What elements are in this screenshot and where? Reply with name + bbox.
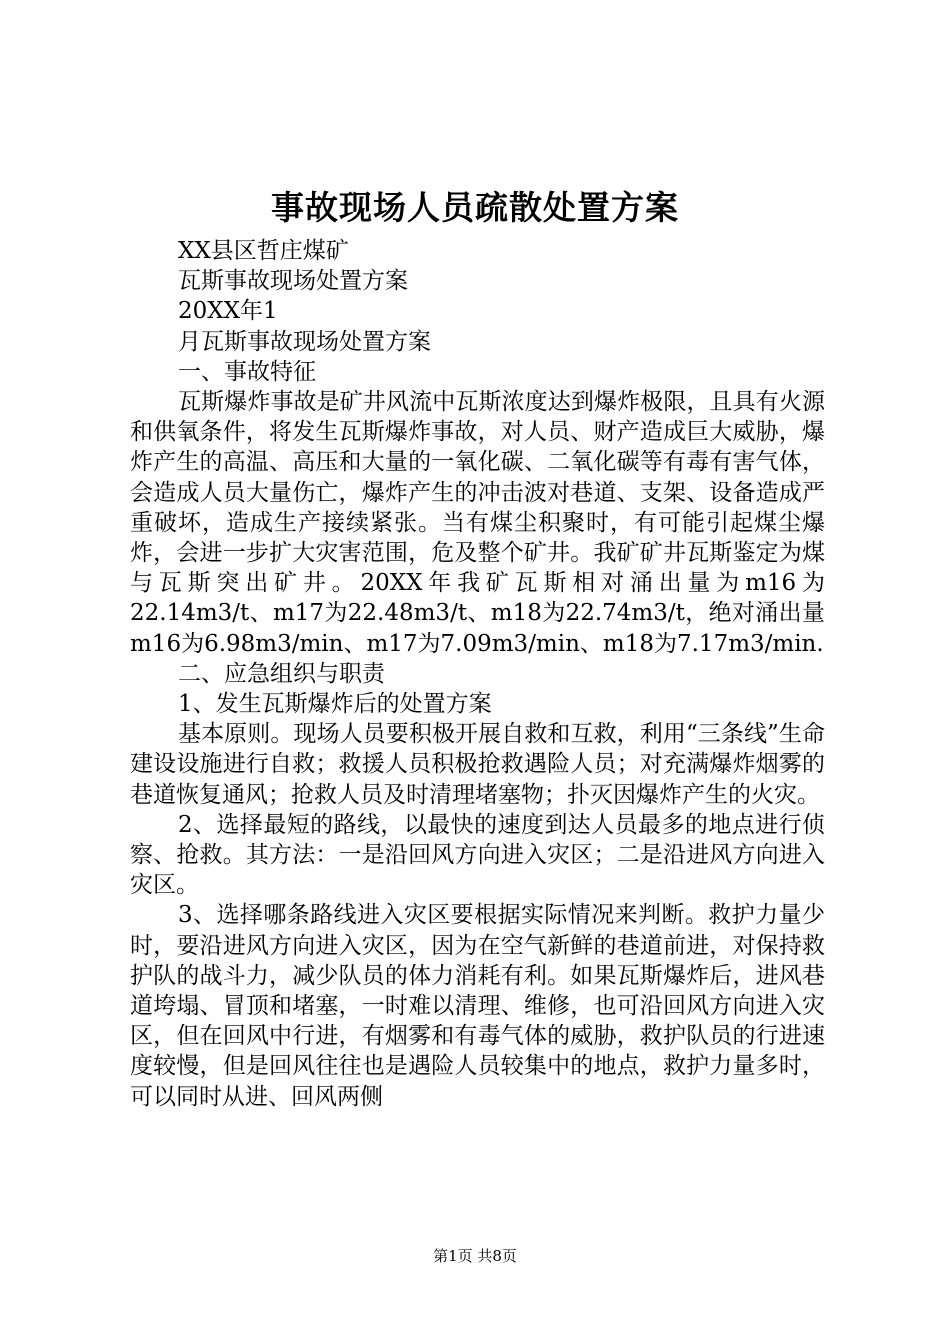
paragraph-accident-features: 瓦斯爆炸事故是矿井风流中瓦斯浓度达到爆炸极限，且具有火源和供氧条件，将发生瓦斯爆炸事故，对人员、财产造成巨大威胁，爆炸产生的高温、高压和大量的一氧化碳、二氧化碳等有毒有害气体，会造成人员大量伤亡，爆炸产生的冲击波对巷道、支架、设备造成严重破坏，造成生产接续紧张。当有煤尘积聚时，有可能引起煤尘爆炸，会进一步扩大灾害范围，危及整个矿井。我矿矿井瓦斯鉴定为煤与瓦斯突出矿井。20XX年我矿瓦斯相对涌出量为m16为22.14m3/t、m17为22.48m3/t、m18为22.74m3/t，绝对涌出量m16为6.98m3/min、m17为7.09m3/min、m18为7.17m3/min. xyxy=(130,389,825,657)
section-heading-accident-features: 一、事故特征 xyxy=(178,358,316,385)
document-body xyxy=(130,236,825,1112)
document-title: 事故现场人员疏散处置方案 xyxy=(271,188,679,227)
page-footer: 第1页 共8页 xyxy=(433,1247,517,1265)
header-line-plan-title: 月瓦斯事故现场处置方案 xyxy=(178,328,431,355)
section-heading-emergency-organization: 二、应急组织与职责 xyxy=(178,660,385,687)
header-line-plan-name: 瓦斯事故现场处置方案 xyxy=(178,268,408,295)
paragraph-route-selection: 3、选择哪条路线进入灾区要根据实际情况来判断。救护力量少时，要沿进风方向进入灾区，因为在空气新鲜的巷道前进，对保持救护队的战斗力，减少队员的体力消耗有利。如果瓦斯爆炸后，进风巷道垮塌、冒顶和堵塞，一时难以清理、维修，也可沿回风方向进入灾区，但在回风中行进，有烟雾和有毒气体的威胁，救护队员的行进速度较慢，但是回风往往也是遇险人员较集中的地点，救护力量多时，可以同时从进、回风两侧 xyxy=(130,902,825,1110)
paragraph-shortest-route: 2、选择最短的路线，以最快的速度到达人员最多的地点进行侦察、抢救。其方法：一是沿回风方向进入灾区；二是沿进风方向进入灾区。 xyxy=(130,811,825,899)
header-line-date: 20XX年1 xyxy=(178,298,278,325)
subsection-heading-explosion-response: 1、发生瓦斯爆炸后的处置方案 xyxy=(178,691,492,718)
paragraph-basic-principle: 基本原则。现场人员要积极开展自救和互救，利用“三条线”生命建设设施进行自救；救援人员积极抢救遇险人员；对充满爆炸烟雾的巷道恢复通风；抢救人员及时清理堵塞物；扑灭因爆炸产生的火灾。 xyxy=(130,721,825,808)
header-line-mine: XX县区哲庄煤矿 xyxy=(178,238,349,264)
